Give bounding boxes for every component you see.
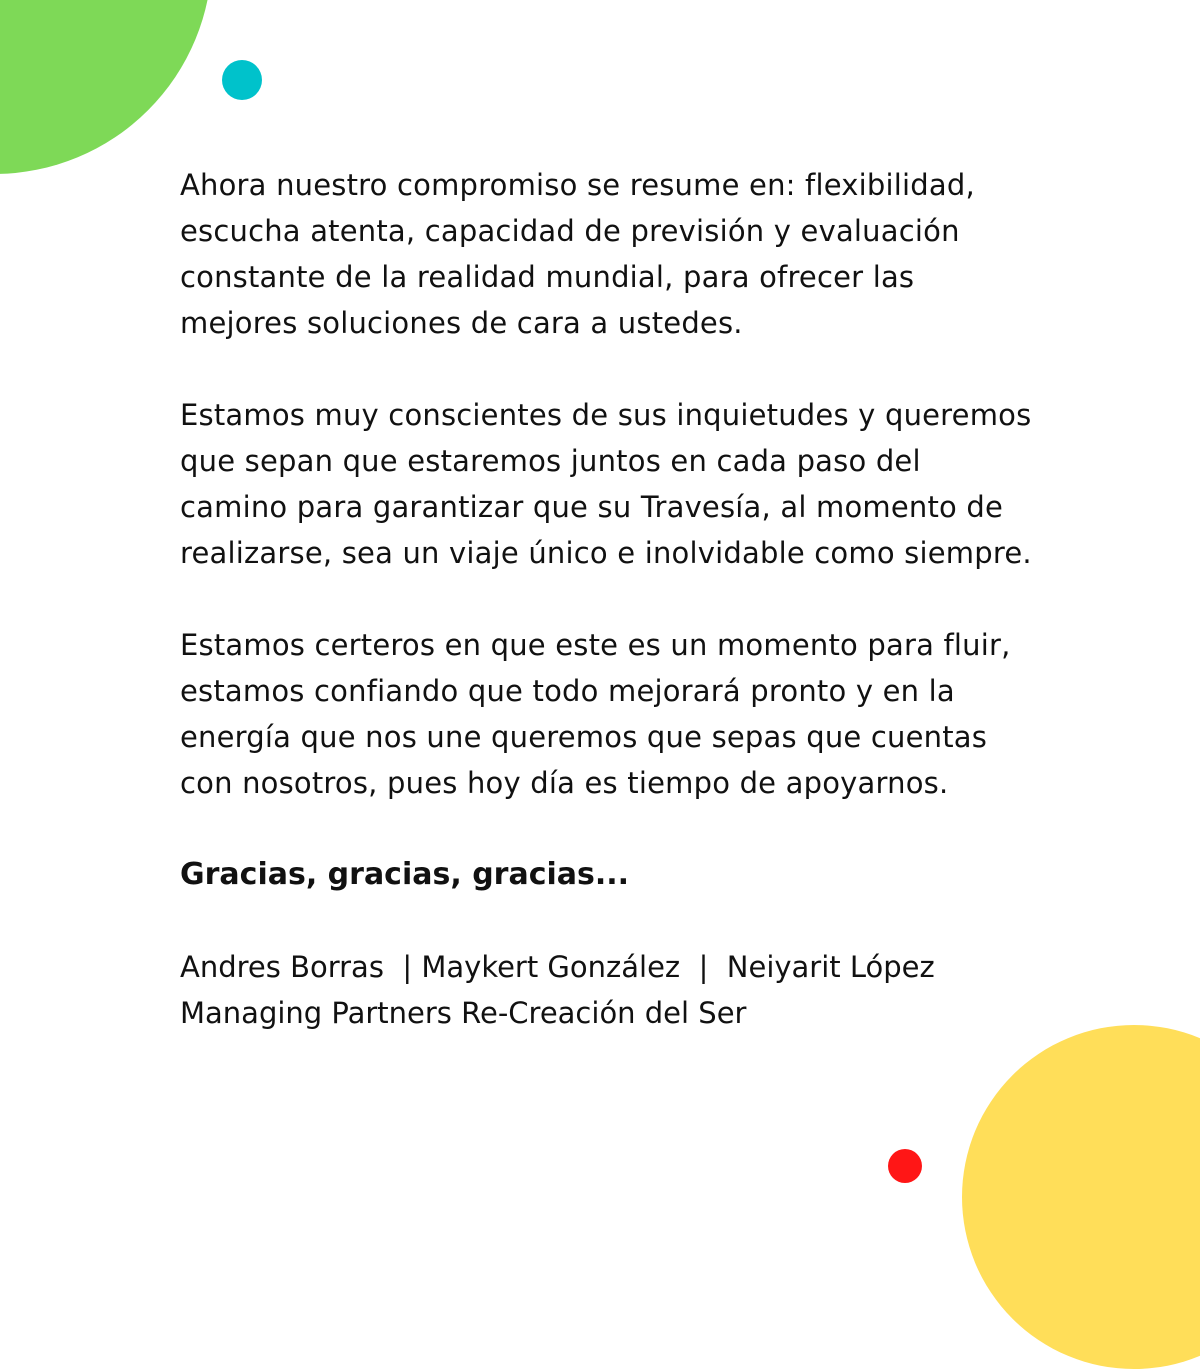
cyan-dot-decoration: [222, 60, 262, 100]
paragraph-awareness: Estamos muy conscientes de sus inquietudes y queremos que sepan que estaremos juntos en cada paso del camino para garantizar que su Travesía, al momento de realizarse, sea un viaje único e inolvidable como siempre.: [180, 398, 1032, 570]
closing-thanks: Gracias, gracias, gracias...: [180, 857, 630, 892]
signature-names: Andres Borras | Maykert González | Neiyarit López: [180, 950, 935, 984]
green-circle-decoration: [0, 0, 212, 174]
paragraph-commitment: Ahora nuestro compromiso se resume en: flexibilidad, escucha atenta, capacidad de previsión y evaluación constante de la realidad mundial, para ofrecer las mejores soluciones de cara a ustedes.: [180, 168, 975, 340]
red-dot-decoration: [888, 1149, 922, 1183]
letter-body: [180, 162, 1140, 1036]
paragraph-confidence: Estamos certeros en que este es un momento para fluir, estamos confiando que todo mejorará pronto y en la energía que nos une queremos que sepas que cuentas con nosotros, pues hoy día es tiempo de apoyarnos.: [180, 628, 1011, 800]
signature-role: Managing Partners Re-Creación del Ser: [180, 996, 747, 1030]
yellow-circle-decoration: [962, 1025, 1200, 1369]
